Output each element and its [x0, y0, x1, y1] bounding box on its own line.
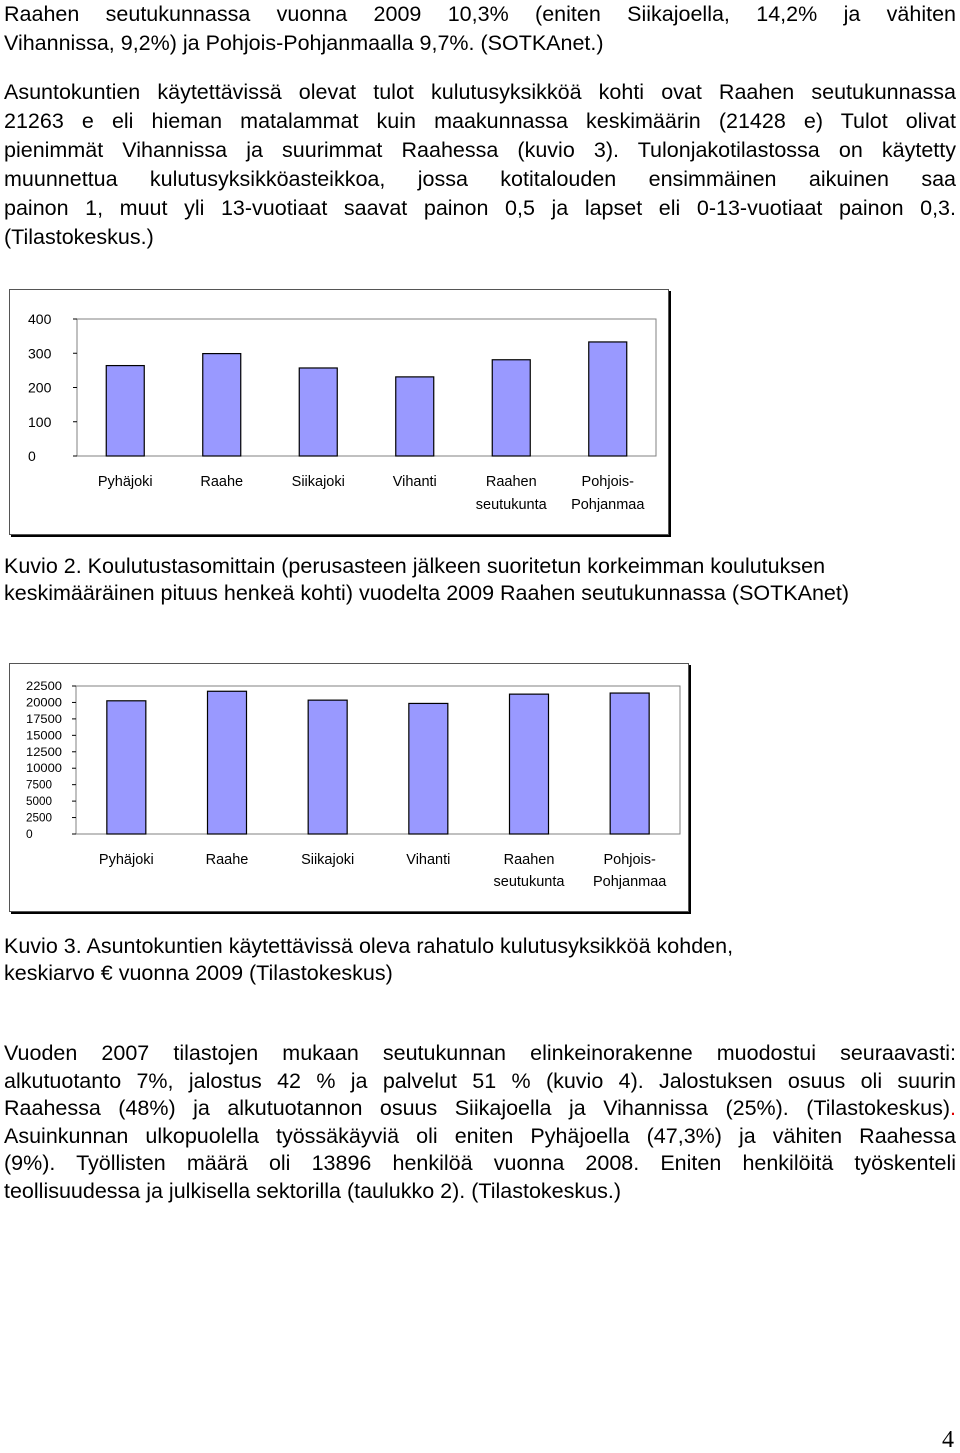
bar	[589, 342, 627, 456]
bar	[107, 701, 146, 834]
y-tick-label: 17500	[26, 711, 63, 726]
x-tick-label: Pohjanmaa	[571, 497, 645, 513]
bar	[610, 693, 649, 834]
bar	[409, 703, 448, 834]
x-tick-label: seutukunta	[493, 874, 565, 890]
y-tick-label: 10000	[26, 761, 63, 776]
plot-area	[77, 319, 656, 456]
y-tick-label: 5000	[26, 794, 53, 809]
red-period: .	[950, 1096, 956, 1120]
x-tick-label: Raahe	[200, 474, 244, 490]
y-tick-label: 7500	[26, 777, 53, 792]
y-tick-label: 300	[28, 345, 52, 362]
text-line	[4, 1095, 956, 1123]
text-line: (9%). Työllisten määrä oli 13896 henkilöä vuonna 2008. Eniten henkilöitä työskenteli	[4, 1151, 956, 1175]
intro-paragraph	[4, 0, 956, 58]
y-tick-label: 100	[28, 413, 52, 430]
education-chart	[9, 289, 669, 535]
y-tick-label: 15000	[26, 728, 63, 743]
bar	[203, 354, 241, 456]
text-line: Vuoden 2007 tilastojen mukaan seutukunnan elinkeinorakenne muodostui seuraavasti:	[4, 1041, 956, 1065]
figure-3-caption	[4, 933, 956, 987]
figure-2-caption	[4, 553, 956, 607]
text-line: (Tilastokeskus.)	[4, 225, 154, 249]
y-tick-label: 0	[26, 827, 33, 841]
page-number: 4	[942, 1427, 954, 1453]
plot-area	[76, 686, 680, 834]
y-tick-label: 0	[28, 448, 36, 464]
text-line: 21263 e eli hieman matalammat kuin maakunnassa keskimäärin (21428 e) Tulot olivat	[4, 109, 956, 133]
x-tick-label: Vihanti	[406, 852, 451, 868]
bar	[396, 377, 434, 456]
text-line: Vihannissa, 9,2%) ja Pohjois-Pohjanmaalla 9,7%. (SOTKAnet.)	[4, 31, 604, 55]
x-tick-label: Pohjois-	[581, 474, 634, 490]
income-chart	[9, 663, 689, 912]
education-chart-svg	[10, 290, 668, 534]
text-line: muunnettua kulutusyksikköasteikkoa, jossa kotitalouden ensimmäinen aikuinen saa	[4, 167, 956, 191]
bar	[299, 368, 337, 456]
y-tick-label: 400	[28, 311, 52, 327]
bar	[208, 691, 247, 834]
caption-line: keskiarvo € vuonna 2009 (Tilastokeskus)	[4, 961, 393, 985]
income-paragraph	[4, 78, 956, 252]
x-tick-label: Pyhäjoki	[98, 852, 154, 868]
x-tick-label: Raahe	[205, 852, 249, 868]
text-line: painon 1, muut yli 13-vuotiaat saavat painon 0,5 ja lapset eli 0-13-vuotiaat painon 0,3.	[4, 196, 956, 220]
income-chart-svg	[10, 664, 688, 911]
y-tick-label: 20000	[26, 695, 63, 710]
caption-line: Kuvio 2. Koulutustasomittain (perusasteen jälkeen suoritetun korkeimman koulutuksen	[4, 554, 826, 578]
caption-line: keskimääräinen pituus henkeä kohti) vuodelta 2009 Raahen seutukunnassa (SOTKAnet)	[4, 581, 849, 605]
x-tick-label: Pohjanmaa	[592, 874, 667, 890]
bar	[510, 694, 549, 834]
y-tick-label: 22500	[26, 679, 63, 693]
bar	[492, 360, 530, 456]
x-tick-label: seutukunta	[475, 497, 547, 513]
y-tick-label: 200	[28, 379, 52, 396]
x-tick-label: Siikajoki	[301, 852, 355, 868]
x-tick-label: Raahen	[503, 852, 555, 868]
x-tick-label: Raahen	[485, 474, 537, 490]
text-line: alkutuotanto 7%, jalostus 42 % ja palvelut 51 % (kuvio 4). Jalostuksen osuus oli suurin	[4, 1068, 956, 1093]
text-line: pienimmät Vihannissa ja suurimmat Raahessa (kuvio 3). Tulonjakotilastossa on käytetty	[4, 138, 956, 162]
economy-paragraph	[4, 1040, 956, 1205]
text-segment: Raahessa (48%) ja alkutuotannon osuus Siikajoella ja Vihannissa (25%). (Tilastokeskus)	[4, 1096, 951, 1120]
text-line: Asuinkunnan ulkopuolella työssäkäyviä oli eniten Pyhäjoella (47,3%) ja vähiten Raahessa	[4, 1123, 956, 1148]
text-line: Asuntokuntien käytettävissä olevat tulot kulutusyksikköä kohti ovat Raahen seutukunnassa	[4, 80, 956, 104]
y-tick-label: 2500	[26, 810, 53, 825]
text-line: teollisuudessa ja julkisella sektorilla (taulukko 2). (Tilastokeskus.)	[4, 1178, 621, 1203]
bar	[106, 366, 144, 456]
x-tick-label: Siikajoki	[291, 474, 345, 490]
text-line: Raahen seutukunnassa vuonna 2009 10,3% (eniten Siikajoella, 14,2% ja vähiten	[4, 2, 956, 26]
x-tick-label: Pyhäjoki	[97, 474, 153, 490]
y-tick-label: 12500	[26, 744, 63, 759]
bar	[308, 700, 347, 834]
caption-line: Kuvio 3. Asuntokuntien käytettävissä oleva rahatulo kulutusyksikköä kohden,	[4, 934, 734, 958]
x-tick-label: Vihanti	[392, 474, 437, 490]
x-tick-label: Pohjois-	[603, 852, 656, 868]
